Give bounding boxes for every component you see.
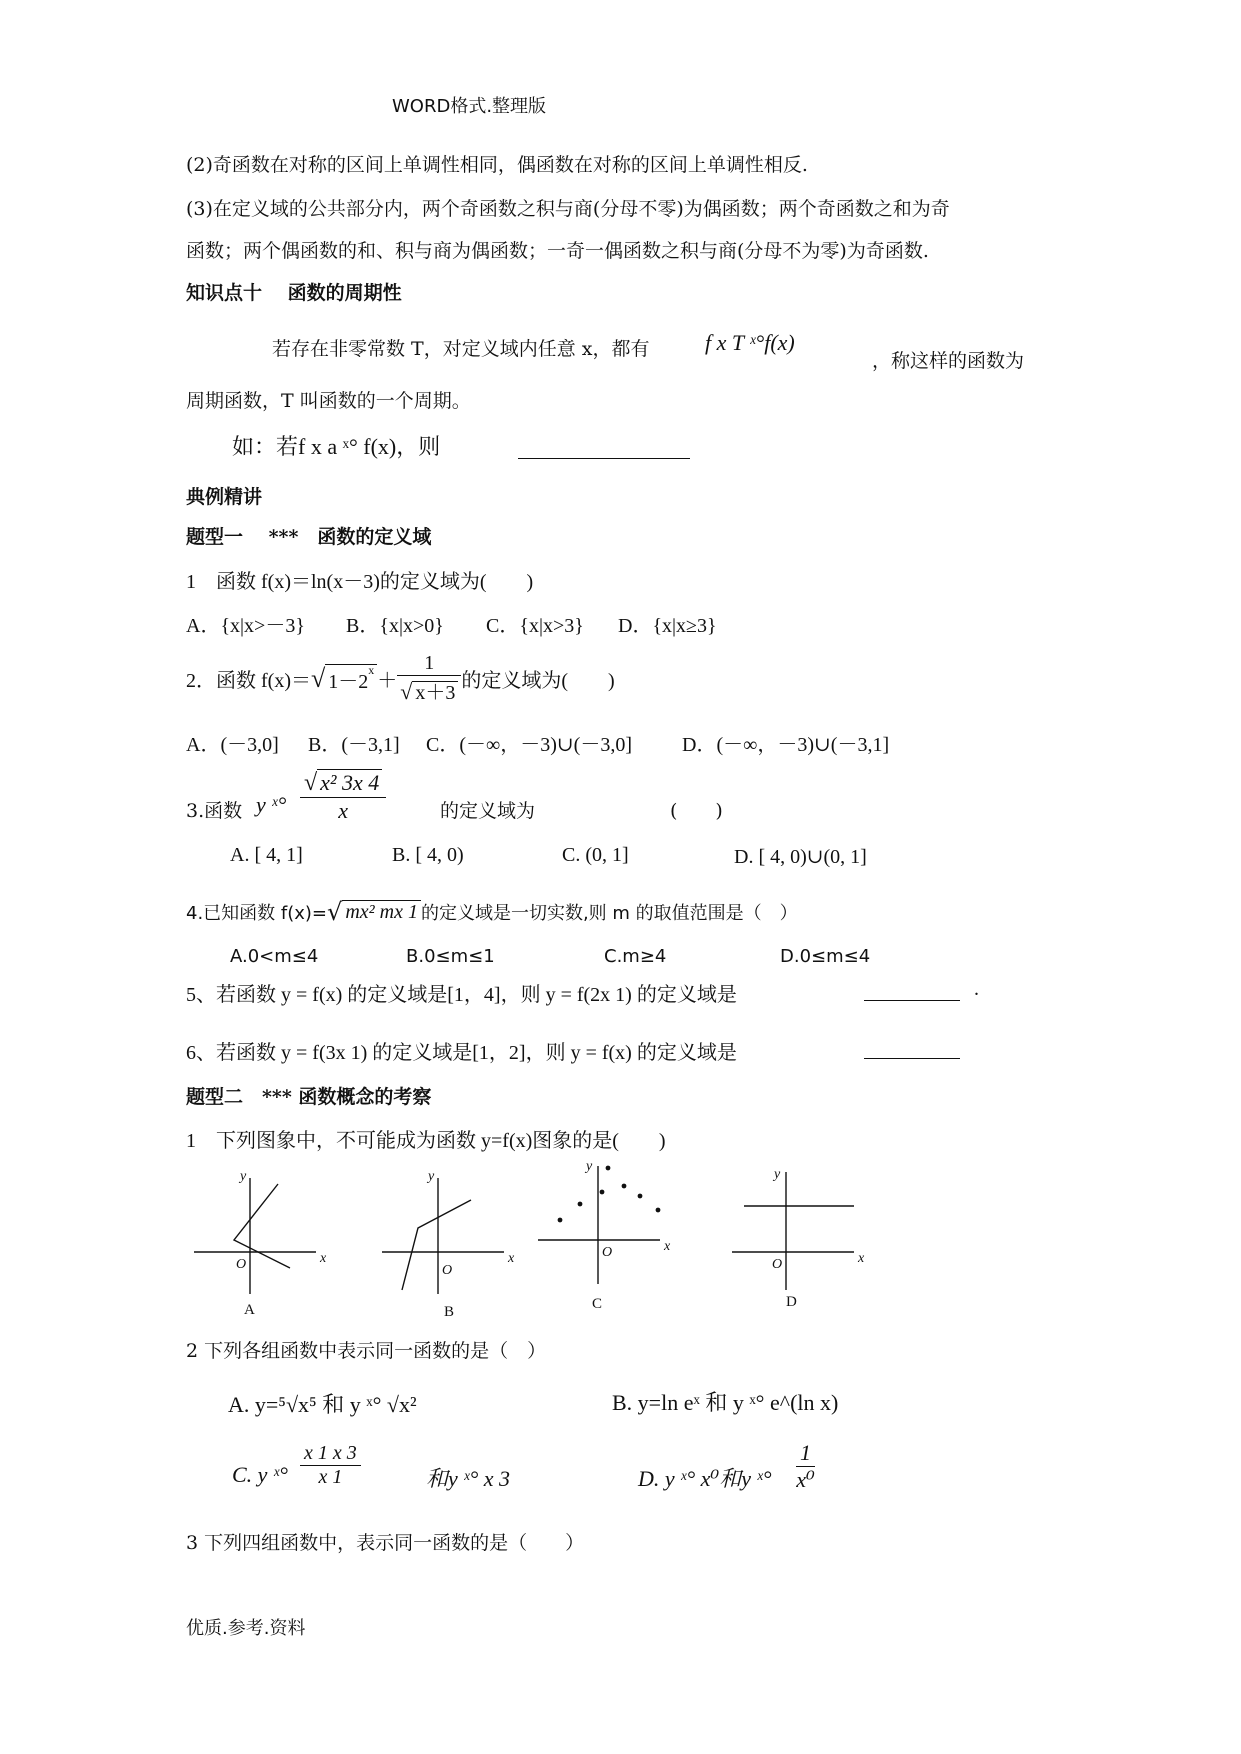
type1-q2-radicand <box>325 664 377 694</box>
fraction-numerator: x 1 x 3 <box>300 1442 361 1466</box>
type1-q2-prefix: 2．函数 f(x)＝ <box>186 670 311 692</box>
graph-c-x-label: x <box>664 1239 671 1254</box>
graph-a-curve <box>234 1184 290 1268</box>
graph-d-label: D <box>786 1294 797 1310</box>
type2-q2-option-b: B. y=ln eˣ 和 y ˣ° e^(ln x) <box>612 1390 839 1415</box>
type1-q4-option-b: B.0≤m≤1 <box>406 946 495 967</box>
paragraph-3-line1: (3)在定义域的公共部分内，两个奇函数之积与商(分母不零)为偶函数；两个奇函数之和为奇 <box>186 198 950 220</box>
type2-q3: 3 下列四组函数中，表示同一函数的是（ ） <box>186 1532 585 1554</box>
graph-b-y-label: y <box>428 1169 435 1184</box>
type1-q5: 5、若函数 y = f(x) 的定义域是[1，4]，则 y = f(2x 1) 的定义域是 <box>186 984 737 1006</box>
type1-q4-option-c: C.m≥4 <box>604 946 667 967</box>
fraction-numerator: 1 <box>397 652 461 676</box>
type1-q3-fraction <box>300 770 386 824</box>
type1-q1-option-a: A．{x|x>－3} <box>186 615 305 637</box>
paragraph-2: (2)奇函数在对称的区间上单调性相同，偶函数在对称的区间上单调性相反. <box>186 154 808 176</box>
graph-c-point <box>558 1218 563 1223</box>
graph-b-x-label: x <box>508 1251 515 1266</box>
graph-a-origin: O <box>236 1257 247 1272</box>
type1-q4-radicand: mx² mx 1 <box>342 900 421 924</box>
knowledge-point-10-title: 知识点十 函数的周期性 <box>186 282 402 304</box>
type1-q4-option-d: D.0≤m≤4 <box>780 946 871 967</box>
type2-q2-option-d-prefix: D. y ˣ° x⁰和y ˣ° <box>638 1466 772 1491</box>
graph-c-point <box>622 1184 627 1189</box>
period-definition-line2: 周期函数，T 叫函数的一个周期。 <box>186 390 471 412</box>
type1-q2-option-c: C．(－∞，－3)∪(－3,0] <box>426 734 632 756</box>
period-definition-post: ，称这样的函数为 <box>872 350 1025 372</box>
graph-a-x-label: x <box>320 1251 327 1266</box>
type2-title: 题型二 *** 函数概念的考察 <box>186 1086 432 1108</box>
graph-c <box>538 1166 660 1284</box>
type1-q2-suffix: 的定义域为( ) <box>461 670 615 692</box>
sqrt-sign-icon: √ <box>327 898 343 926</box>
type2-q2-option-c-prefix: C. y ˣ° <box>232 1462 288 1487</box>
graph-c-point <box>656 1208 661 1213</box>
radicand-text: 1－2 <box>328 670 369 693</box>
q6-answer-blank[interactable] <box>864 1036 960 1059</box>
type1-q3-answer-paren: ( ) <box>670 800 723 822</box>
q5-period: . <box>974 978 979 1000</box>
type2-q2: 2 下列各组函数中表示同一函数的是（ ） <box>186 1340 547 1362</box>
graph-a-label: A <box>244 1302 255 1318</box>
fraction-denominator: x⁰ <box>796 1467 815 1492</box>
graph-d-y-label: y <box>774 1167 781 1182</box>
page-header: WORD格式.整理版 <box>392 96 547 117</box>
graph-c-points <box>558 1166 661 1223</box>
graph-a <box>194 1178 316 1294</box>
fraction-numerator: 1 <box>796 1440 815 1467</box>
type1-q3-suffix: 的定义域为 <box>440 800 536 822</box>
examples-title: 典例精讲 <box>186 486 263 508</box>
period-formula: f x T ˣ°f(x) <box>705 330 795 355</box>
graph-d-x-label: x <box>858 1251 865 1266</box>
type1-q3-option-b: B. [ 4, 0) <box>392 844 464 866</box>
fraction-denominator: x <box>338 798 349 823</box>
graphs-figure <box>186 1160 886 1320</box>
type2-q2-option-d-fraction <box>796 1440 815 1493</box>
type1-title: 题型一 *** 函数的定义域 <box>186 526 432 548</box>
graph-c-label: C <box>592 1296 603 1312</box>
type1-q2-option-b: B．(－3,1] <box>308 734 400 756</box>
type2-q2-option-a: A. y=⁵√x⁵ 和 y ˣ° √x² <box>228 1392 417 1417</box>
graph-b-origin: O <box>442 1263 453 1278</box>
type1-q2-fraction <box>397 652 461 705</box>
type1-q4-prefix: 4.已知函数 f(x)= <box>186 903 328 924</box>
sqrt-sign-icon: √ <box>400 679 413 704</box>
sqrt-sign-icon: √ <box>310 663 326 693</box>
q5-answer-blank[interactable] <box>864 978 960 1001</box>
type1-q3-option-d: D. [ 4, 0)∪(0, 1] <box>734 846 867 868</box>
type1-q4-suffix: 的定义域是一切实数,则 m 的取值范围是（ ） <box>420 903 798 924</box>
type1-q1-option-d: D．{x|x≥3} <box>618 615 717 637</box>
type2-q1: 1 下列图象中，不可能成为函数 y=f(x)图象的是( ) <box>186 1130 666 1152</box>
period-example: 如：若f x a ˣ° f(x)，则 <box>232 434 441 459</box>
page-footer: 优质.参考.资料 <box>186 1618 306 1639</box>
type1-q4 <box>186 898 798 926</box>
answer-blank[interactable] <box>518 438 690 459</box>
type2-q2-option-c-fraction <box>300 1442 361 1489</box>
graph-c-origin: O <box>602 1245 613 1260</box>
type1-q3-option-a: A. [ 4, 1] <box>230 844 303 866</box>
period-definition-pre: 若存在非零常数 T，对定义域内任意 x，都有 <box>272 338 650 360</box>
graph-b-curve <box>402 1200 471 1290</box>
type1-q3-prefix: 3.函数 <box>186 800 243 822</box>
graph-c-point <box>606 1166 611 1171</box>
graph-b-label: B <box>444 1304 455 1320</box>
type2-q2-option-c-suffix: 和y ˣ° x 3 <box>426 1466 511 1491</box>
paragraph-3-line2: 函数；两个偶函数的和、积与商为偶函数；一奇一偶函数之积与商(分母不为零)为奇函数. <box>186 240 929 262</box>
graph-c-point <box>600 1190 605 1195</box>
type1-q1-option-c: C．{x|x>3} <box>486 615 584 637</box>
type1-q6: 6、若函数 y = f(3x 1) 的定义域是[1，2]，则 y = f(x) 的定义域是 <box>186 1042 737 1064</box>
type1-q2-option-d: D．(－∞，－3)∪(－3,1] <box>682 734 890 756</box>
fraction-numerator: x² 3x 4 <box>317 769 382 795</box>
graph-d <box>732 1172 854 1290</box>
type1-q3-option-c: C. (0, 1] <box>562 844 629 866</box>
graph-c-point <box>578 1202 583 1207</box>
type1-q1: 1 函数 f(x)＝ln(x－3)的定义域为( ) <box>186 571 534 593</box>
graph-a-y-label: y <box>240 1169 247 1184</box>
graph-c-point <box>638 1194 643 1199</box>
fraction-denominator: x 1 <box>318 1466 343 1488</box>
type1-q1-option-b: B．{x|x>0} <box>346 615 444 637</box>
fraction-denominator: x＋3 <box>412 681 458 704</box>
graph-c-y-label: y <box>586 1160 593 1174</box>
radicand-exponent: x <box>368 662 375 677</box>
plus-sign: ＋ <box>377 670 398 692</box>
type1-q4-option-a: A.0<m≤4 <box>230 946 319 967</box>
type1-q3-lhs: y ˣ° <box>256 792 287 817</box>
type1-q2 <box>186 652 615 705</box>
type1-q2-option-a: A．(－3,0] <box>186 734 279 756</box>
graph-d-origin: O <box>772 1257 783 1272</box>
sqrt-sign-icon: √ <box>304 770 318 796</box>
